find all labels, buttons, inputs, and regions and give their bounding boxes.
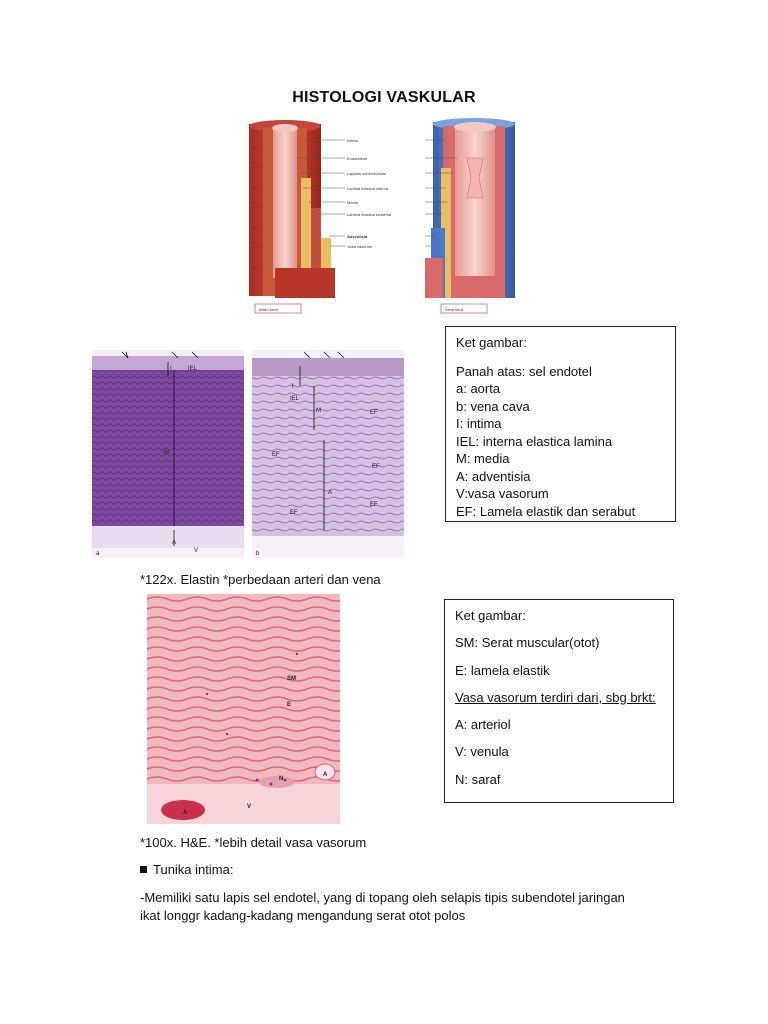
panel-a-label-V: V: [194, 548, 199, 554]
legend1-heading: Ket gambar:: [456, 335, 527, 350]
he-label-A1: A: [323, 772, 328, 778]
legend1-item: a: aorta: [456, 381, 501, 396]
legend2-subheading: Vasa vasorum terdiri dari, sbg brkt:: [455, 689, 656, 705]
diagram-label-endotelium: Endotelium: [347, 156, 368, 161]
panel-b-label-I: I: [292, 384, 294, 390]
legend2-item: V: venula: [455, 744, 509, 760]
elastin-micrograph: [92, 350, 404, 558]
panel-a-adventitia: [92, 526, 244, 548]
legend1-item: A: adventisia: [456, 468, 531, 484]
panel-b-label-A: A: [328, 490, 333, 496]
diagram-label-lee: Lamina elastica eksterna: [347, 212, 392, 217]
legend1-item: I: intima: [456, 416, 502, 431]
panel-b-label-IEL: IEL: [290, 396, 300, 402]
artery-caption: Arteri kecil: [259, 307, 278, 312]
diagram-label-subendotelial: Lapisan subendotelial: [347, 171, 386, 176]
panel-b-intima: [252, 358, 404, 376]
diagram-label-adventisia: Adventisia: [347, 234, 368, 239]
legend2-item: N: saraf: [455, 771, 501, 787]
legend1-item: EF: Lamela elastik dan serabut: [456, 503, 636, 519]
diagram-label-intima: Intima: [347, 138, 358, 143]
he-label-V: V: [247, 804, 252, 810]
he-micrograph: [147, 594, 340, 824]
panel-b-label-EF3: EF: [372, 464, 380, 470]
he-label-N: N: [279, 776, 284, 782]
bullet-square-icon: [140, 866, 147, 873]
panel-a-label-I: I: [170, 366, 172, 372]
panel-a-label-M: M: [164, 450, 169, 456]
he-label-E: E: [287, 702, 292, 708]
legend-box-2: [444, 599, 674, 803]
bullet-item: [140, 862, 233, 877]
legend1-item: Panah atas: sel endotel: [456, 363, 592, 379]
page-title: HISTOLOGI VASKULAR: [292, 89, 476, 106]
legend2-item: A: arteriol: [455, 717, 511, 733]
caption-2: *100x. H&E. *lebih detail vasa vasorum: [140, 835, 367, 850]
vein-lumen: [455, 126, 495, 276]
diagram-label-vasa: Vasa vasorum: [347, 244, 373, 249]
panel-b-label-M: M: [316, 408, 321, 414]
panel-b-letter: b: [256, 551, 260, 557]
bullet-heading: Tunika intima:: [153, 862, 234, 877]
panel-b-label-EF1: EF: [370, 410, 378, 416]
legend-box-1: [445, 326, 676, 522]
panel-a-media: [92, 370, 244, 526]
legend2-item: E: lamela elastik: [455, 662, 550, 678]
diagram-label-lei: Lamina elastica interna: [347, 186, 389, 191]
panel-a-label-A: A: [172, 540, 177, 546]
vascular-wall-diagram: [245, 118, 523, 316]
legend1-item: b: vena cava: [456, 398, 530, 414]
panel-b-label-EF2: EF: [272, 452, 280, 458]
panel-a-label-IEL: IEL: [188, 366, 198, 372]
artery-lumen: [273, 128, 297, 278]
legend1-item: V:vasa vasorum: [456, 486, 549, 501]
panel-b-label-EF5: EF: [290, 510, 298, 516]
diagram-label-media: Media: [347, 200, 358, 205]
vein-caption: Vena kecil: [445, 307, 464, 312]
he-label-A2: A: [183, 810, 188, 816]
he-media: [147, 594, 340, 784]
legend2-heading: Ket gambar:: [455, 608, 526, 623]
caption-1: *122x. Elastin *perbedaan arteri dan vena: [140, 572, 381, 587]
legend1-item: IEL: interna elastica lamina: [456, 433, 613, 449]
panel-a-letter: a: [96, 551, 100, 557]
panel-b-label-EF4: EF: [370, 502, 378, 508]
body-paragraph: -Memiliki satu lapis sel endotel, yang di topang oleh selapis tipis subendotel jaringan ikat longgr kadang-kadang mengandung serat otot polos: [140, 890, 625, 923]
he-label-SM: SM: [287, 676, 296, 682]
legend2-item: SM: Serat muscular(otot): [455, 635, 600, 651]
legend1-item: M: media: [456, 451, 510, 466]
